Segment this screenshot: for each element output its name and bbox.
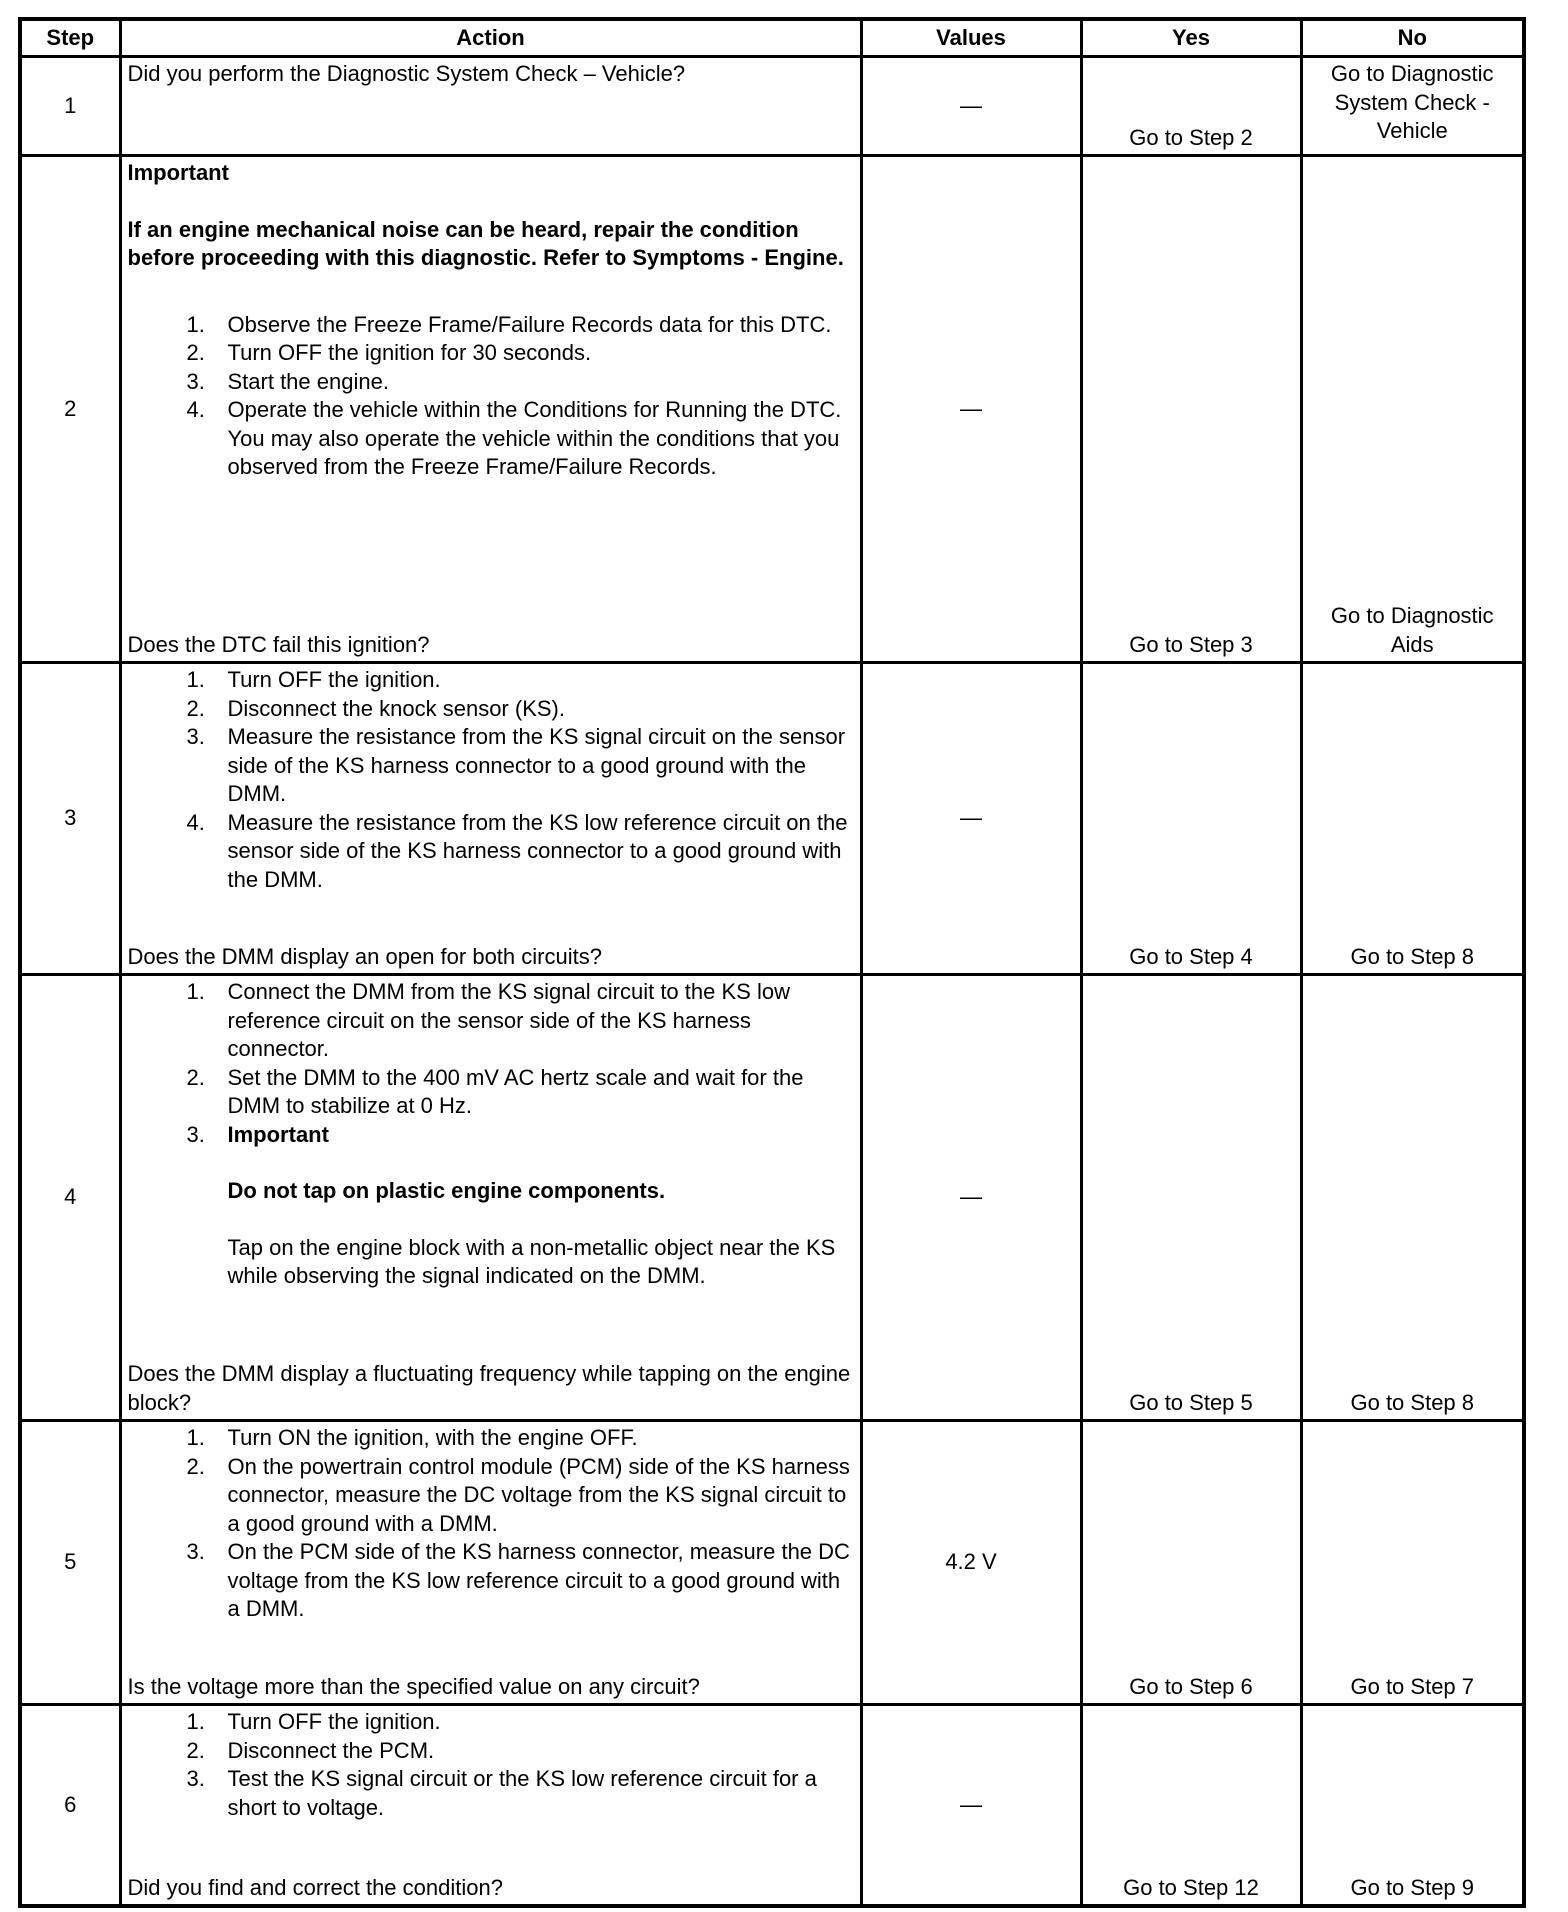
diagnostic-table <box>18 17 1526 1908</box>
header-row <box>20 19 1524 57</box>
action-cell <box>120 156 861 663</box>
step-number: 4 <box>20 975 120 1421</box>
step-number: 6 <box>20 1705 120 1907</box>
step-number: 2 <box>20 156 120 663</box>
action-cell <box>120 1421 861 1705</box>
header-action: Action <box>120 19 861 57</box>
list-item: Set the DMM to the 400 mV AC hertz scale and wait for the DMM to stabilize at 0 Hz. <box>227 1064 804 1118</box>
table-row <box>20 156 1524 663</box>
value: — <box>861 156 1081 663</box>
step-list: 1. Turn OFF the ignition. 2. Disconnect the knock sensor (KS). 3. Measure the resistance from the KS signal circuit on the sensor side of the KS harness connector to a good ground with the DMM. 4. Measure the resistance from the KS low reference circuit on the sensor side of the KS harness connector to a good ground with the DMM. <box>128 666 854 894</box>
value: — <box>861 663 1081 975</box>
no-link[interactable]: Go to Step 8 <box>1301 975 1524 1421</box>
no-link[interactable]: Go to Diagnostic Aids <box>1301 156 1524 663</box>
header-no: No <box>1301 19 1524 57</box>
list-item: Operate the vehicle within the Conditions for Running the DTC. You may also operate the vehicle within the conditions that you observed from the Freeze Frame/Failure Records. <box>227 397 842 479</box>
list-item: Turn OFF the ignition. <box>227 667 441 692</box>
no-link[interactable]: Go to Step 9 <box>1301 1705 1524 1907</box>
list-item: Connect the DMM from the KS signal circuit to the KS low reference circuit on the sensor side of the KS harness connector. <box>227 979 790 1061</box>
header-values: Values <box>861 19 1081 57</box>
value: 4.2 V <box>861 1421 1081 1705</box>
step-list: 1. Turn OFF the ignition. 2. Disconnect the PCM. 3. Test the KS signal circuit or the KS low reference circuit for a short to voltage. <box>128 1708 854 1822</box>
list-item: Measure the resistance from the KS signal circuit on the sensor side of the KS harness connector to a good ground with the DMM. <box>227 724 846 806</box>
value: — <box>861 975 1081 1421</box>
yes-link[interactable]: Go to Step 2 <box>1081 57 1301 156</box>
list-item: Test the KS signal circuit or the KS low reference circuit for a short to voltage. <box>227 1766 817 1820</box>
important-note: If an engine mechanical noise can be heard, repair the condition before proceeding with this diagnostic. Refer to Symptoms - Engine. <box>127 216 844 270</box>
list-item: Turn OFF the ignition. <box>227 1709 441 1734</box>
list-item: Measure the resistance from the KS low reference circuit on the sensor side of the KS harness connector to a good ground with the DMM. <box>227 809 848 892</box>
yes-link[interactable]: Go to Step 6 <box>1081 1421 1301 1705</box>
yes-link[interactable]: Go to Step 5 <box>1081 975 1301 1421</box>
table-row <box>20 663 1524 975</box>
question: Does the DTC fail this ignition? <box>127 631 430 657</box>
value: — <box>861 1705 1081 1907</box>
step-number: 5 <box>20 1421 120 1705</box>
action-cell <box>120 1705 861 1907</box>
important-label: Important <box>127 160 229 185</box>
action-cell <box>120 57 861 156</box>
step-number: 3 <box>20 663 120 975</box>
action-cell <box>120 663 861 975</box>
yes-link[interactable]: Go to Step 4 <box>1081 663 1301 975</box>
step-number: 1 <box>20 57 120 156</box>
question: Did you perform the Diagnostic System Check – Vehicle? <box>127 61 686 86</box>
no-link[interactable]: Go to Diagnostic System Check - Vehicle <box>1301 57 1524 156</box>
header-yes: Yes <box>1081 19 1301 57</box>
yes-link[interactable]: Go to Step 3 <box>1081 156 1301 663</box>
yes-link[interactable]: Go to Step 12 <box>1081 1705 1301 1907</box>
list-item <box>228 1121 854 1291</box>
table-row <box>20 1421 1524 1705</box>
important-label: Important <box>227 1121 329 1147</box>
question: Does the DMM display a fluctuating frequency while tapping on the engine block? <box>127 1361 851 1415</box>
step-list: 1. Observe the Freeze Frame/Failure Records data for this DTC. 2. Turn OFF the ignition for 30 seconds. 3. Start the engine. 4. Operate the vehicle within the Conditions for Running the DTC. You may also operate the vehicle within the conditions that you observed from the Freeze Frame/Failure Records. <box>128 311 854 482</box>
list-item: On the PCM side of the KS harness connector, measure the DC voltage from the KS low reference circuit to a good ground with a DMM. <box>227 1539 850 1621</box>
value: — <box>861 57 1081 156</box>
header-step: Step <box>20 19 120 57</box>
list-item-text: Tap on the engine block with a non-metallic object near the KS while observing the signal indicated on the DMM. <box>227 1234 836 1288</box>
question: Did you find and correct the condition? <box>127 1874 503 1900</box>
list-item: Turn ON the ignition, with the engine OFF. <box>227 1425 638 1450</box>
table-row <box>20 57 1524 156</box>
step-list: 1. Turn ON the ignition, with the engine OFF. 2. On the powertrain control module (PCM) side of the KS harness connector, measure the DC voltage from the KS signal circuit to a good ground with a DMM. 3. On the PCM side of the KS harness connector, measure the DC voltage from the KS low reference circuit to a good ground with a DMM. <box>128 1424 854 1624</box>
list-item: Turn OFF the ignition for 30 seconds. <box>227 340 592 365</box>
no-link[interactable]: Go to Step 7 <box>1301 1421 1524 1705</box>
question: Is the voltage more than the specified value on any circuit? <box>127 1673 700 1699</box>
list-item: Disconnect the knock sensor (KS). <box>227 695 565 721</box>
table-row <box>20 1705 1524 1907</box>
question: Does the DMM display an open for both circuits? <box>127 943 602 969</box>
action-cell <box>120 975 861 1421</box>
table-row <box>20 975 1524 1421</box>
important-note: Do not tap on plastic engine components. <box>227 1178 666 1203</box>
list-item: On the powertrain control module (PCM) side of the KS harness connector, measure the DC voltage from the KS signal circuit to a good ground with a DMM. <box>227 1453 850 1536</box>
no-link[interactable]: Go to Step 8 <box>1301 663 1524 975</box>
list-item: Start the engine. <box>227 368 389 394</box>
step-list: 1. Connect the DMM from the KS signal circuit to the KS low reference circuit on the sensor side of the KS harness connector. 2. Set the DMM to the 400 mV AC hertz scale and wait for the DMM to stabilize at 0 Hz. 3. Important Do not tap on plastic engine components. Tap on the engine block with a non-metallic object near the KS while observing the signal indicated on the DMM. <box>128 978 854 1291</box>
list-item: Disconnect the PCM. <box>227 1737 435 1763</box>
list-item: Observe the Freeze Frame/Failure Records data for this DTC. <box>227 311 832 337</box>
